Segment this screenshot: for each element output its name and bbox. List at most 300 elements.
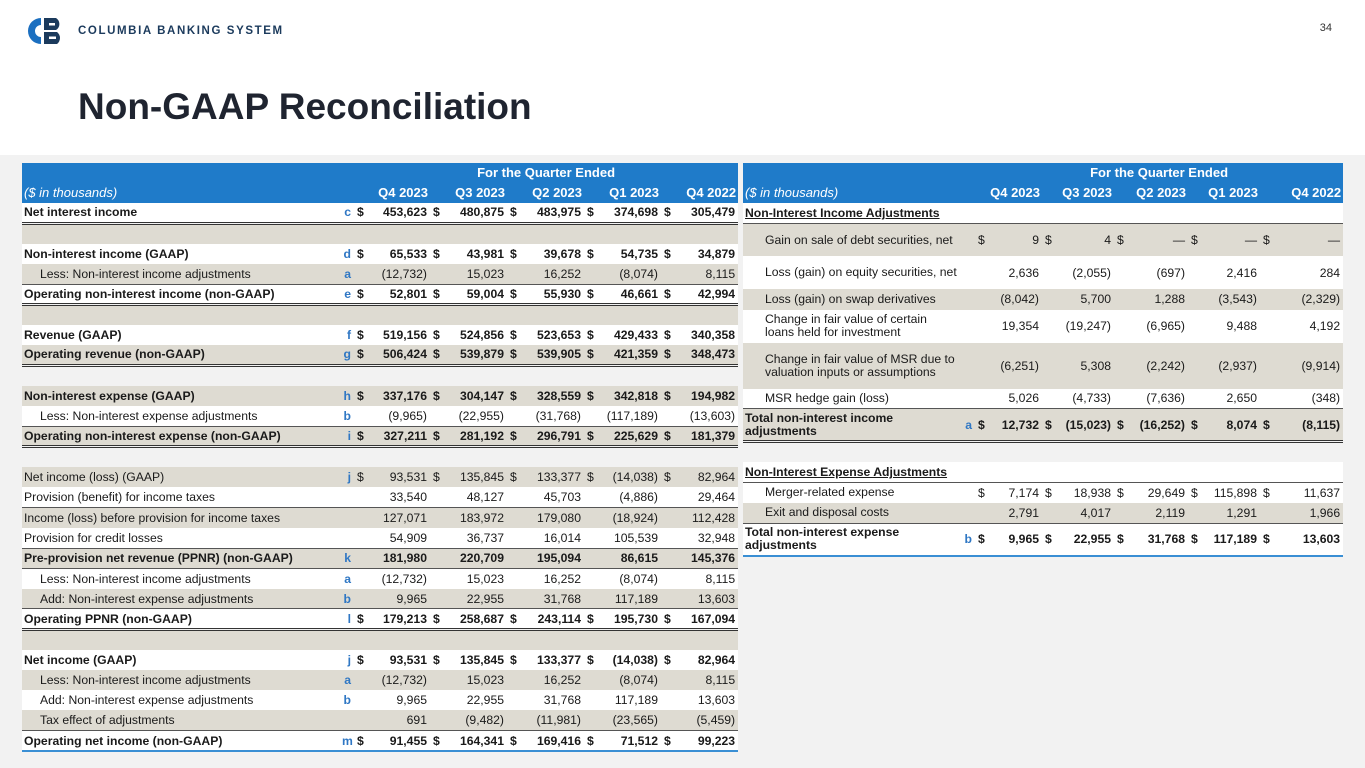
value-cell: (11,981) [521,710,584,730]
value-cell: (8,074) [598,670,661,690]
value-cell: 340,358 [675,325,738,345]
table-row [22,609,738,629]
header-row-columns [22,183,738,203]
row-reference-letter [959,310,975,343]
value-cell: (14,038) [598,650,661,670]
table-row [743,256,1343,289]
value-cell: 195,094 [521,548,584,568]
row-reference-letter [340,710,354,730]
row-reference-letter: h [340,386,354,406]
value-cell: 82,964 [675,467,738,487]
table-row [22,244,738,264]
row-label: Add: Non-interest expense adjustments [22,589,340,609]
slide-header [0,0,1365,155]
spacer-row [22,223,738,243]
table-row [22,589,738,609]
value-cell: 506,424 [368,345,430,365]
currency-symbol: $ [354,244,368,264]
currency-symbol [661,670,675,690]
value-cell: 524,856 [444,325,507,345]
row-reference-letter: f [340,325,354,345]
table-row [22,406,738,426]
currency-symbol: $ [584,345,598,365]
currency-symbol [1260,310,1274,343]
row-label: Less: Non-interest income adjustments [22,264,340,284]
value-cell: 115,898 [1202,482,1260,502]
value-cell: 29,464 [675,487,738,507]
value-cell: 13,603 [675,690,738,710]
table-row [22,467,738,487]
currency-symbol: $ [507,203,521,223]
currency-symbol [661,690,675,710]
value-cell: 19,354 [989,310,1042,343]
currency-symbol [661,264,675,284]
value-cell: 304,147 [444,386,507,406]
currency-symbol [354,487,368,507]
row-label: Provision for credit losses [22,528,340,548]
currency-symbol [1260,389,1274,409]
currency-symbol: $ [975,523,989,556]
spacer-cell [743,442,1343,462]
table-row [22,528,738,548]
currency-symbol [430,568,444,588]
value-cell: 55,930 [521,284,584,304]
value-cell: 258,687 [444,609,507,629]
spacer-row [743,442,1343,462]
value-cell: 112,428 [675,507,738,527]
value-cell: 105,539 [598,528,661,548]
currency-symbol [1260,289,1274,309]
row-reference-letter: a [340,670,354,690]
currency-symbol [1042,289,1056,309]
currency-symbol: $ [661,244,675,264]
value-cell: 22,955 [444,589,507,609]
row-reference-letter [959,389,975,409]
column-header: Q4 2023 [975,183,1042,203]
currency-symbol [354,264,368,284]
currency-symbol [507,548,521,568]
value-cell: 135,845 [444,467,507,487]
currency-symbol: $ [584,386,598,406]
units-label: ($ in thousands) [743,183,975,203]
row-reference-letter: b [340,690,354,710]
table-row [22,731,738,751]
currency-symbol [430,690,444,710]
row-reference-letter [959,289,975,309]
company-logo [25,15,284,47]
value-cell: 36,737 [444,528,507,548]
row-reference-letter [959,482,975,502]
row-label: Total non-interest income adjustments [743,409,959,442]
currency-symbol [975,389,989,409]
section-title: Non-Interest Expense Adjustments [743,462,1343,482]
currency-symbol: $ [354,284,368,304]
row-label: Non-interest expense (GAAP) [22,386,340,406]
value-cell: 16,252 [521,568,584,588]
table-row [22,690,738,710]
column-header: Q4 2022 [1260,183,1343,203]
currency-symbol: $ [661,650,675,670]
value-cell: 91,455 [368,731,430,751]
currency-symbol [661,548,675,568]
header-row-columns [743,183,1343,203]
value-cell: 54,909 [368,528,430,548]
row-label: MSR hedge gain (loss) [743,389,959,409]
value-cell: 13,603 [675,589,738,609]
value-cell: (2,329) [1274,289,1343,309]
value-cell: 13,603 [1274,523,1343,556]
value-cell: 691 [368,710,430,730]
currency-symbol [430,264,444,284]
currency-symbol: $ [1114,523,1128,556]
row-label: Loss (gain) on swap derivatives [743,289,959,309]
currency-symbol [430,670,444,690]
value-cell: 183,972 [444,507,507,527]
section-title: Non-Interest Income Adjustments [743,203,1343,223]
currency-symbol [430,548,444,568]
value-cell: (6,251) [989,343,1042,389]
value-cell: — [1128,223,1188,256]
currency-symbol [1114,389,1128,409]
table-row [22,325,738,345]
value-cell: 2,416 [1202,256,1260,289]
value-cell: (6,965) [1128,310,1188,343]
currency-symbol [507,568,521,588]
value-cell: 8,115 [675,568,738,588]
row-label: Revenue (GAAP) [22,325,340,345]
currency-symbol: $ [584,467,598,487]
units-label: ($ in thousands) [22,183,354,203]
currency-symbol [507,487,521,507]
value-cell: 284 [1274,256,1343,289]
currency-symbol: $ [507,284,521,304]
value-cell: 31,768 [521,589,584,609]
table-row [22,568,738,588]
currency-symbol [584,710,598,730]
currency-symbol [1188,310,1202,343]
value-cell: 337,176 [368,386,430,406]
row-label: Change in fair value of MSR due to valuation inputs or assumptions [743,343,959,389]
header-row-group [743,163,1343,183]
currency-symbol: $ [354,325,368,345]
currency-symbol: $ [430,325,444,345]
currency-symbol: $ [584,325,598,345]
currency-symbol: $ [584,650,598,670]
currency-symbol: $ [507,609,521,629]
row-label: Change in fair value of certain loans held for investment [743,310,959,343]
currency-symbol: $ [1188,223,1202,256]
currency-symbol: $ [1114,223,1128,256]
currency-symbol [430,589,444,609]
currency-symbol: $ [584,731,598,751]
currency-symbol: $ [430,609,444,629]
value-cell: (12,732) [368,670,430,690]
value-cell: 15,023 [444,670,507,690]
value-cell: 2,119 [1128,503,1188,523]
currency-symbol [354,548,368,568]
row-reference-letter [340,507,354,527]
currency-symbol [507,690,521,710]
value-cell: (12,732) [368,264,430,284]
value-cell: 82,964 [675,650,738,670]
value-cell: 9,488 [1202,310,1260,343]
currency-symbol [975,256,989,289]
row-reference-letter: b [340,589,354,609]
currency-symbol [1042,503,1056,523]
currency-symbol [354,406,368,426]
currency-symbol [1188,503,1202,523]
currency-symbol: $ [507,467,521,487]
table-row [743,482,1343,502]
currency-symbol: $ [430,731,444,751]
currency-symbol [430,710,444,730]
value-cell: 117,189 [598,589,661,609]
value-cell: 18,938 [1056,482,1114,502]
row-label: Non-interest income (GAAP) [22,244,340,264]
value-cell: 133,377 [521,650,584,670]
currency-symbol [1042,343,1056,389]
table-row [743,223,1343,256]
currency-symbol: $ [1042,482,1056,502]
currency-symbol: $ [507,244,521,264]
currency-symbol [661,589,675,609]
row-reference-letter [340,528,354,548]
value-cell: 29,649 [1128,482,1188,502]
currency-symbol: $ [430,467,444,487]
currency-symbol: $ [1260,523,1274,556]
currency-symbol: $ [507,426,521,446]
column-header: Q2 2023 [1114,183,1188,203]
currency-symbol: $ [1042,223,1056,256]
value-cell: 71,512 [598,731,661,751]
table-row [743,503,1343,523]
spacer-cell [22,629,738,649]
currency-symbol: $ [507,386,521,406]
currency-symbol [584,507,598,527]
column-header: Q3 2023 [1042,183,1114,203]
value-cell: 179,080 [521,507,584,527]
row-reference-letter [959,223,975,256]
currency-symbol: $ [354,203,368,223]
right-adjustments-table [743,163,1343,557]
value-cell: 54,735 [598,244,661,264]
value-cell: (117,189) [598,406,661,426]
company-name: COLUMBIA BANKING SYSTEM [78,25,284,37]
value-cell: 65,533 [368,244,430,264]
page-title: Non-GAAP Reconciliation [78,86,532,127]
table-row [743,310,1343,343]
value-cell: 220,709 [444,548,507,568]
currency-symbol: $ [354,650,368,670]
currency-symbol [1260,256,1274,289]
value-cell: 48,127 [444,487,507,507]
currency-symbol: $ [584,203,598,223]
value-cell: 22,955 [444,690,507,710]
currency-symbol: $ [584,284,598,304]
currency-symbol: $ [661,609,675,629]
left-reconciliation-table [22,163,738,752]
row-reference-letter: a [959,409,975,442]
row-reference-letter: a [340,264,354,284]
value-cell: 5,026 [989,389,1042,409]
currency-symbol [584,589,598,609]
currency-symbol [354,568,368,588]
value-cell: (2,055) [1056,256,1114,289]
currency-symbol [1260,503,1274,523]
row-reference-letter: a [340,568,354,588]
spacer-row [22,629,738,649]
value-cell: 16,014 [521,528,584,548]
value-cell: 39,678 [521,244,584,264]
currency-symbol: $ [354,345,368,365]
header-blank [22,163,354,183]
row-label: Gain on sale of debt securities, net [743,223,959,256]
table-row [22,345,738,365]
value-cell: (697) [1128,256,1188,289]
currency-symbol: $ [1114,409,1128,442]
value-cell: 16,252 [521,670,584,690]
quarter-ended-header: For the Quarter Ended [975,163,1343,183]
spacer-cell [22,447,738,467]
currency-symbol: $ [430,386,444,406]
value-cell: 12,732 [989,409,1042,442]
value-cell: (7,636) [1128,389,1188,409]
currency-symbol [507,589,521,609]
table-row [22,264,738,284]
value-cell: 523,653 [521,325,584,345]
value-cell: 15,023 [444,264,507,284]
column-header: Q1 2023 [1188,183,1260,203]
currency-symbol [507,507,521,527]
total-row [743,523,1343,556]
currency-symbol: $ [1188,482,1202,502]
table-row [743,343,1343,389]
value-cell: 31,768 [1128,523,1188,556]
row-reference-letter: c [340,203,354,223]
value-cell: 342,818 [598,386,661,406]
table-row [22,507,738,527]
currency-symbol [661,487,675,507]
row-label: Net income (GAAP) [22,650,340,670]
value-cell: (5,459) [675,710,738,730]
row-reference-letter: g [340,345,354,365]
currency-symbol: $ [354,609,368,629]
value-cell: 4,017 [1056,503,1114,523]
table-row [22,426,738,446]
row-label: Operating non-interest income (non-GAAP) [22,284,340,304]
currency-symbol: $ [1260,409,1274,442]
value-cell: 167,094 [675,609,738,629]
value-cell: 305,479 [675,203,738,223]
currency-symbol [975,310,989,343]
table-row [22,284,738,304]
value-cell: 2,791 [989,503,1042,523]
value-cell: 145,376 [675,548,738,568]
value-cell: (4,886) [598,487,661,507]
currency-symbol [661,568,675,588]
value-cell: 15,023 [444,568,507,588]
currency-symbol [1042,389,1056,409]
spacer-row [22,447,738,467]
currency-symbol [1114,503,1128,523]
value-cell: 9,965 [368,589,430,609]
value-cell: (8,042) [989,289,1042,309]
value-cell: 8,115 [675,670,738,690]
value-cell: 86,615 [598,548,661,568]
value-cell: 519,156 [368,325,430,345]
total-row [743,409,1343,442]
value-cell: (8,074) [598,568,661,588]
currency-symbol: $ [661,345,675,365]
currency-symbol: $ [354,731,368,751]
value-cell: 243,114 [521,609,584,629]
currency-symbol: $ [975,223,989,256]
currency-symbol [1042,256,1056,289]
value-cell: 117,189 [598,690,661,710]
row-reference-letter: l [340,609,354,629]
income-adjustments-section [743,203,1343,223]
currency-symbol [584,568,598,588]
column-header: Q3 2023 [430,183,507,203]
currency-symbol [1114,310,1128,343]
value-cell: (4,733) [1056,389,1114,409]
value-cell: 32,948 [675,528,738,548]
currency-symbol [507,528,521,548]
currency-symbol: $ [1114,482,1128,502]
column-header: Q4 2023 [354,183,430,203]
currency-symbol [354,690,368,710]
value-cell: 181,379 [675,426,738,446]
currency-symbol [661,406,675,426]
row-label: Total non-interest expense adjustments [743,523,959,556]
currency-symbol [1188,343,1202,389]
currency-symbol: $ [661,284,675,304]
row-reference-letter: j [340,650,354,670]
currency-symbol: $ [584,244,598,264]
currency-symbol: $ [661,386,675,406]
spacer-cell [22,223,738,243]
currency-symbol [430,406,444,426]
value-cell: (31,768) [521,406,584,426]
value-cell: (23,565) [598,710,661,730]
value-cell: 99,223 [675,731,738,751]
table-row [22,203,738,223]
currency-symbol: $ [1188,523,1202,556]
table-row [22,487,738,507]
row-reference-letter [959,503,975,523]
row-label: Merger-related expense [743,482,959,502]
currency-symbol: $ [354,467,368,487]
row-reference-letter: m [340,731,354,751]
currency-symbol [584,690,598,710]
table-row [22,650,738,670]
currency-symbol [661,507,675,527]
row-label: Less: Non-interest income adjustments [22,670,340,690]
currency-symbol: $ [1042,523,1056,556]
currency-symbol [584,406,598,426]
currency-symbol: $ [507,650,521,670]
currency-symbol: $ [661,203,675,223]
row-reference-letter: b [959,523,975,556]
currency-symbol: $ [661,426,675,446]
row-label: Income (loss) before provision for income taxes [22,507,340,527]
value-cell: 483,975 [521,203,584,223]
row-label: Operating net income (non-GAAP) [22,731,340,751]
row-label: Pre-provision net revenue (PPNR) (non-GAAP) [22,548,340,568]
row-label: Provision (benefit) for income taxes [22,487,340,507]
table-row [22,548,738,568]
row-reference-letter: k [340,548,354,568]
